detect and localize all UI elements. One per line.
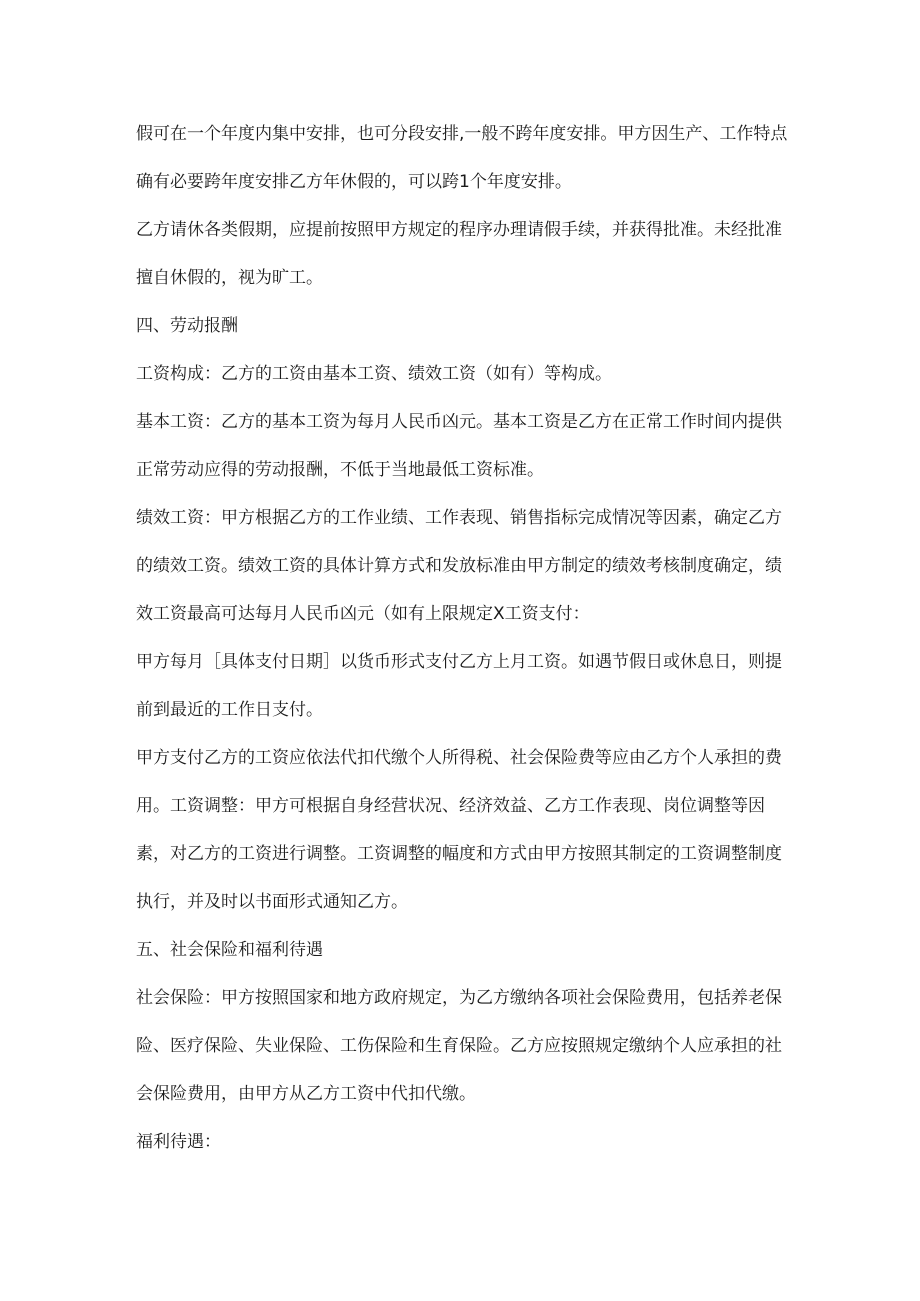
text-line: 会保险费用，由甲方从乙方工资中代扣代缴。 [136, 1084, 476, 1104]
text-line: 擅自休假的，视为旷工。 [136, 268, 323, 288]
text-line: 确有必要跨年度安排乙方年休假的，可以跨1个年度安排。 [136, 172, 572, 192]
text-line: 甲方支付乙方的工资应依法代扣代缴个人所得税、社会保险费等应由乙方个人承担的费 [136, 748, 782, 768]
text-line: 正常劳动应得的劳动报酬，不低于当地最低工资标准。 [136, 460, 544, 480]
text-line: 工资构成：乙方的工资由基本工资、绩效工资（如有）等构成。 [136, 364, 612, 384]
text-line: 前到最近的工作日支付。 [136, 700, 323, 720]
text-line: 险、医疗保险、失业保险、工伤保险和生育保险。乙方应按照规定缴纳个人应承担的社 [136, 1036, 782, 1056]
text-line: 福利待遇： [136, 1132, 221, 1152]
text-line: 用。工资调整：甲方可根据自身经营状况、经济效益、乙方工作表现、岗位调整等因 [136, 796, 765, 816]
section-heading: 五、社会保险和福利待遇 [136, 940, 323, 960]
text-line: 效工资最高可达每月人民币凶元（如有上限规定X工资支付： [136, 604, 590, 624]
text-line: 甲方每月［具体支付日期］以货币形式支付乙方上月工资。如遇节假日或休息日，则提 [136, 652, 782, 672]
text-line: 的绩效工资。绩效工资的具体计算方式和发放标准由甲方制定的绩效考核制度确定，绩 [136, 556, 782, 576]
text-line: 假可在一个年度内集中安排，也可分段安排,一般不跨年度安排。甲方因生产、工作特点 [136, 124, 788, 144]
text-line: 执行，并及时以书面形式通知乙方。 [136, 892, 408, 912]
text-line: 社会保险：甲方按照国家和地方政府规定，为乙方缴纳各项社会保险费用，包括养老保 [136, 988, 782, 1008]
text-line: 素，对乙方的工资进行调整。工资调整的幅度和方式由甲方按照其制定的工资调整制度 [136, 844, 782, 864]
section-heading: 四、劳动报酬 [136, 316, 238, 336]
text-line: 基本工资：乙方的基本工资为每月人民币凶元。基本工资是乙方在正常工作时间内提供 [136, 412, 782, 432]
text-line: 绩效工资：甲方根据乙方的工作业绩、工作表现、销售指标完成情况等因素，确定乙方 [136, 508, 782, 528]
text-line: 乙方请休各类假期，应提前按照甲方规定的程序办理请假手续，并获得批准。未经批准 [136, 220, 782, 240]
